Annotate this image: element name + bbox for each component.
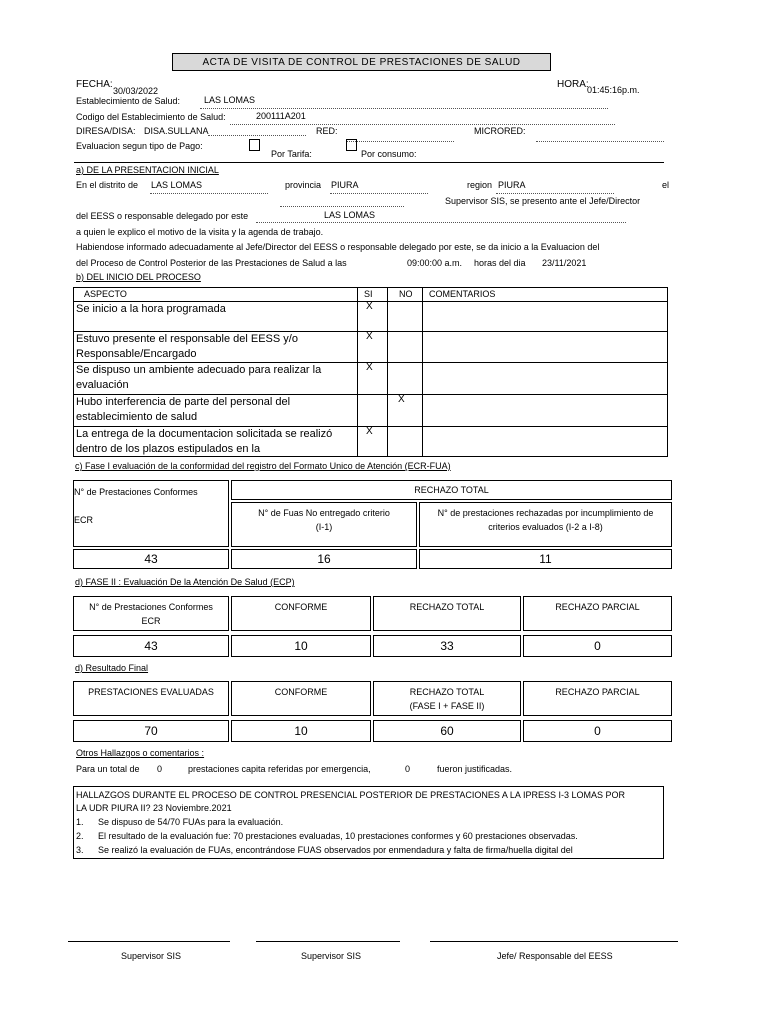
establecimiento-dots	[200, 108, 608, 109]
si-header: SI	[358, 288, 388, 302]
aspecto-cell: Se dispuso un ambiente adecuado para realizar la evaluación	[74, 363, 358, 395]
fase1-rechazadas-header: N° de prestaciones rechazadas por incumplimiento de criterios evaluados (I-2 a I-8)	[419, 502, 672, 547]
por-tarifa-label: Por Tarifa:	[271, 149, 312, 159]
provincia-label: provincia	[285, 180, 322, 190]
section-c-title: c) Fase I evaluación de la conformidad del registro del Formato Unico de Atención (ECR-FUA)	[75, 461, 451, 471]
table-row	[74, 427, 668, 457]
fase2-rechazo-total-header: RECHAZO TOTAL	[373, 596, 521, 631]
fase1-conformes-value: 43	[73, 549, 229, 569]
document-title: ACTA DE VISITA DE CONTROL DE PRESTACIONES DE SALUD	[202, 56, 521, 68]
codigo-label: Codigo del Establecimiento de Salud:	[76, 112, 226, 122]
no-cell[interactable]	[388, 332, 423, 363]
el-label: el	[662, 180, 670, 190]
fase1-rechazo-header: RECHAZO TOTAL	[231, 480, 672, 500]
table-row	[74, 363, 668, 395]
resultado-evaluadas-header: PRESTACIONES EVALUADAS	[73, 681, 229, 716]
signature-label-3: Jefe/ Responsable del EESS	[497, 951, 613, 961]
distrito-dots	[150, 193, 268, 194]
codigo-value: 200111A201	[256, 111, 306, 121]
por-consumo-label: Por consumo:	[361, 149, 417, 159]
si-cell[interactable]	[358, 395, 388, 427]
table-row	[74, 302, 668, 332]
otros-title: Otros Hallazgos o comentarios :	[76, 748, 205, 758]
section-a-title: a) DE LA PRESENTACION INICIAL	[76, 165, 219, 175]
region-label: region	[467, 180, 493, 190]
aspecto-text: La entrega de la documentacion solicitada se realizó dentro de los plazos estipulados en la	[76, 428, 333, 455]
table-row	[74, 332, 668, 363]
inicio-proceso-table	[73, 287, 668, 457]
responsable-dots	[280, 206, 404, 207]
prestaciones-text: prestaciones capita referidas por emergencia,	[188, 764, 371, 774]
fase1-fuas-value: 16	[231, 549, 417, 569]
section-a-line3: a quien le explico el motivo de la visita y la agenda de trabajo.	[76, 227, 324, 237]
justificadas-value: 0	[405, 764, 411, 774]
fase1-fuas-header: N° de Fuas No entregado criterio (I-1)	[231, 502, 417, 547]
no-cell[interactable]: X	[388, 395, 423, 427]
fase2-conformes-value: 43	[73, 635, 229, 657]
section-d-title: d) FASE II : Evaluación De la Atención De Salud (ECP)	[75, 577, 295, 587]
si-cell[interactable]: X	[358, 302, 388, 332]
hora-value: 01:45:16p.m.	[587, 85, 640, 95]
hora-label: HORA:	[557, 79, 589, 90]
aspecto-cell: Estuvo presente el responsable del EESS y/o Responsable/Encargado	[74, 332, 358, 363]
resultado-title: d) Resultado Final	[75, 663, 149, 673]
provincia-dots	[330, 193, 428, 194]
no-header: NO	[388, 288, 423, 302]
red-label: RED:	[316, 126, 338, 136]
fase1-conformes-header	[73, 480, 229, 547]
fase2-conforme-header: CONFORME	[231, 596, 371, 631]
region-dots	[496, 193, 614, 194]
resultado-rechazo-total-value: 60	[373, 720, 521, 742]
section-b-title: b) DEL INICIO DEL PROCESO	[76, 272, 201, 282]
responsable-dots-2	[256, 222, 626, 223]
provincia-value: PIURA	[331, 180, 359, 190]
resultado-conforme-value: 10	[231, 720, 371, 742]
no-cell[interactable]	[388, 363, 423, 395]
hallazgo-item-text: Se dispuso de 54/70 FUAs para la evaluación.	[98, 817, 284, 827]
si-cell[interactable]: X	[358, 427, 388, 457]
horas-del-dia: horas del dia	[474, 258, 526, 268]
hallazgos-line1: HALLAZGOS DURANTE EL PROCESO DE CONTROL PRESENCIAL POSTERIOR DE PRESTACIONES A LA IPRESS I-3 LOMAS POR	[76, 790, 625, 800]
fase2-rechazo-total-value: 33	[373, 635, 521, 657]
aspecto-cell	[74, 427, 358, 457]
fase2-conforme-value: 10	[231, 635, 371, 657]
pago-label: Evaluacion segun tipo de Pago:	[76, 141, 203, 151]
section-a-line5: del Proceso de Control Posterior de las Prestaciones de Salud a las	[76, 258, 347, 268]
fecha-inicio: 23/11/2021	[542, 258, 587, 268]
microred-dots	[536, 141, 664, 142]
signature-label-2: Supervisor SIS	[301, 951, 362, 961]
distrito-value: LAS LOMAS	[151, 180, 203, 190]
hallazgo-item-num: 3.	[76, 845, 84, 855]
resultado-evaluadas-value: 70	[73, 720, 229, 742]
resultado-rechazo-parcial-value: 0	[523, 720, 672, 742]
hallazgo-item-text: El resultado de la evaluación fue: 70 prestaciones evaluadas, 10 prestaciones conformes y 60 prestaciones observadas.	[98, 831, 578, 841]
fecha-label: FECHA:	[76, 79, 113, 90]
fase1-conformes-label: N° de Prestaciones Conformes	[74, 487, 198, 497]
total-value: 0	[157, 764, 163, 774]
codigo-dots	[230, 124, 615, 125]
diresa-label: DIRESA/DISA:	[76, 126, 136, 136]
aspecto-cell: Hubo interferencia de parte del personal del establecimiento de salud	[74, 395, 358, 427]
si-cell[interactable]: X	[358, 363, 388, 395]
signature-line-1	[68, 941, 230, 942]
fecha-value: 30/03/2022	[113, 86, 159, 96]
distrito-label: En el distrito de	[76, 180, 139, 190]
comentario-cell[interactable]	[423, 302, 668, 332]
supervisor-line: Supervisor SIS, se presento ante el Jefe/Director	[445, 196, 641, 206]
fase2-rechazo-parcial-value: 0	[523, 635, 672, 657]
fase1-rechazadas-value: 11	[419, 549, 672, 569]
resultado-rechazo-parcial-header: RECHAZO PARCIAL	[523, 681, 672, 716]
signature-label-1: Supervisor SIS	[121, 951, 182, 961]
fase2-conformes-header: N° de Prestaciones Conformes ECR	[73, 596, 229, 631]
por-consumo-checkbox[interactable]	[346, 139, 357, 151]
comentario-cell[interactable]	[423, 363, 668, 395]
region-value: PIURA	[498, 180, 526, 190]
diresa-value: DISA.SULLANA	[144, 126, 209, 136]
comentario-cell[interactable]	[423, 332, 668, 363]
comentario-cell[interactable]	[423, 395, 668, 427]
microred-label: MICRORED:	[474, 126, 526, 136]
fase1-ecr-label: ECR	[74, 515, 94, 525]
responsable-value: LAS LOMAS	[324, 210, 376, 220]
establecimiento-value: LAS LOMAS	[204, 95, 256, 105]
hallazgos-line2: LA UDR PIURA II? 23 Noviembre.2021	[76, 803, 232, 813]
section-a-line4: Habiendose informado adecuadamente al Jefe/Director del EESS o responsable delegado por este, se da inicio a la Evaluacion del	[76, 242, 600, 252]
hallazgo-item-num: 2.	[76, 831, 84, 841]
por-tarifa-checkbox[interactable]	[249, 139, 260, 151]
hallazgo-item-text: Se realizó la evaluación de FUAs, encontrándose FUAS observados por enmendadura y falta de firma/huella digital del	[98, 845, 573, 855]
comentarios-header: COMENTARIOS	[423, 288, 668, 302]
hallazgo-item-num: 1.	[76, 817, 84, 827]
fueron-text: fueron justificadas.	[437, 764, 513, 774]
no-cell[interactable]	[388, 302, 423, 332]
table-row	[74, 395, 668, 427]
resultado-rechazo-total-header: RECHAZO TOTAL (FASE I + FASE II)	[373, 681, 521, 716]
title-box	[172, 53, 551, 71]
resultado-conforme-header: CONFORME	[231, 681, 371, 716]
hora-inicio: 09:00:00 a.m.	[407, 258, 463, 268]
signature-line-3	[430, 941, 678, 942]
diresa-dots	[208, 135, 306, 136]
aspecto-header: ASPECTO	[74, 288, 358, 302]
header-divider	[74, 162, 664, 163]
red-dots	[346, 141, 454, 142]
para-un-total: Para un total de	[76, 764, 140, 774]
si-cell[interactable]: X	[358, 332, 388, 363]
establecimiento-label: Establecimiento de Salud:	[76, 96, 181, 106]
aspecto-cell: Se inicio a la hora programada	[74, 302, 358, 332]
table-header-row	[74, 288, 668, 302]
comentario-cell[interactable]	[423, 427, 668, 457]
signature-line-2	[256, 941, 400, 942]
responsable-label: del EESS o responsable delegado por este	[76, 211, 249, 221]
no-cell[interactable]	[388, 427, 423, 457]
fase2-rechazo-parcial-header: RECHAZO PARCIAL	[523, 596, 672, 631]
